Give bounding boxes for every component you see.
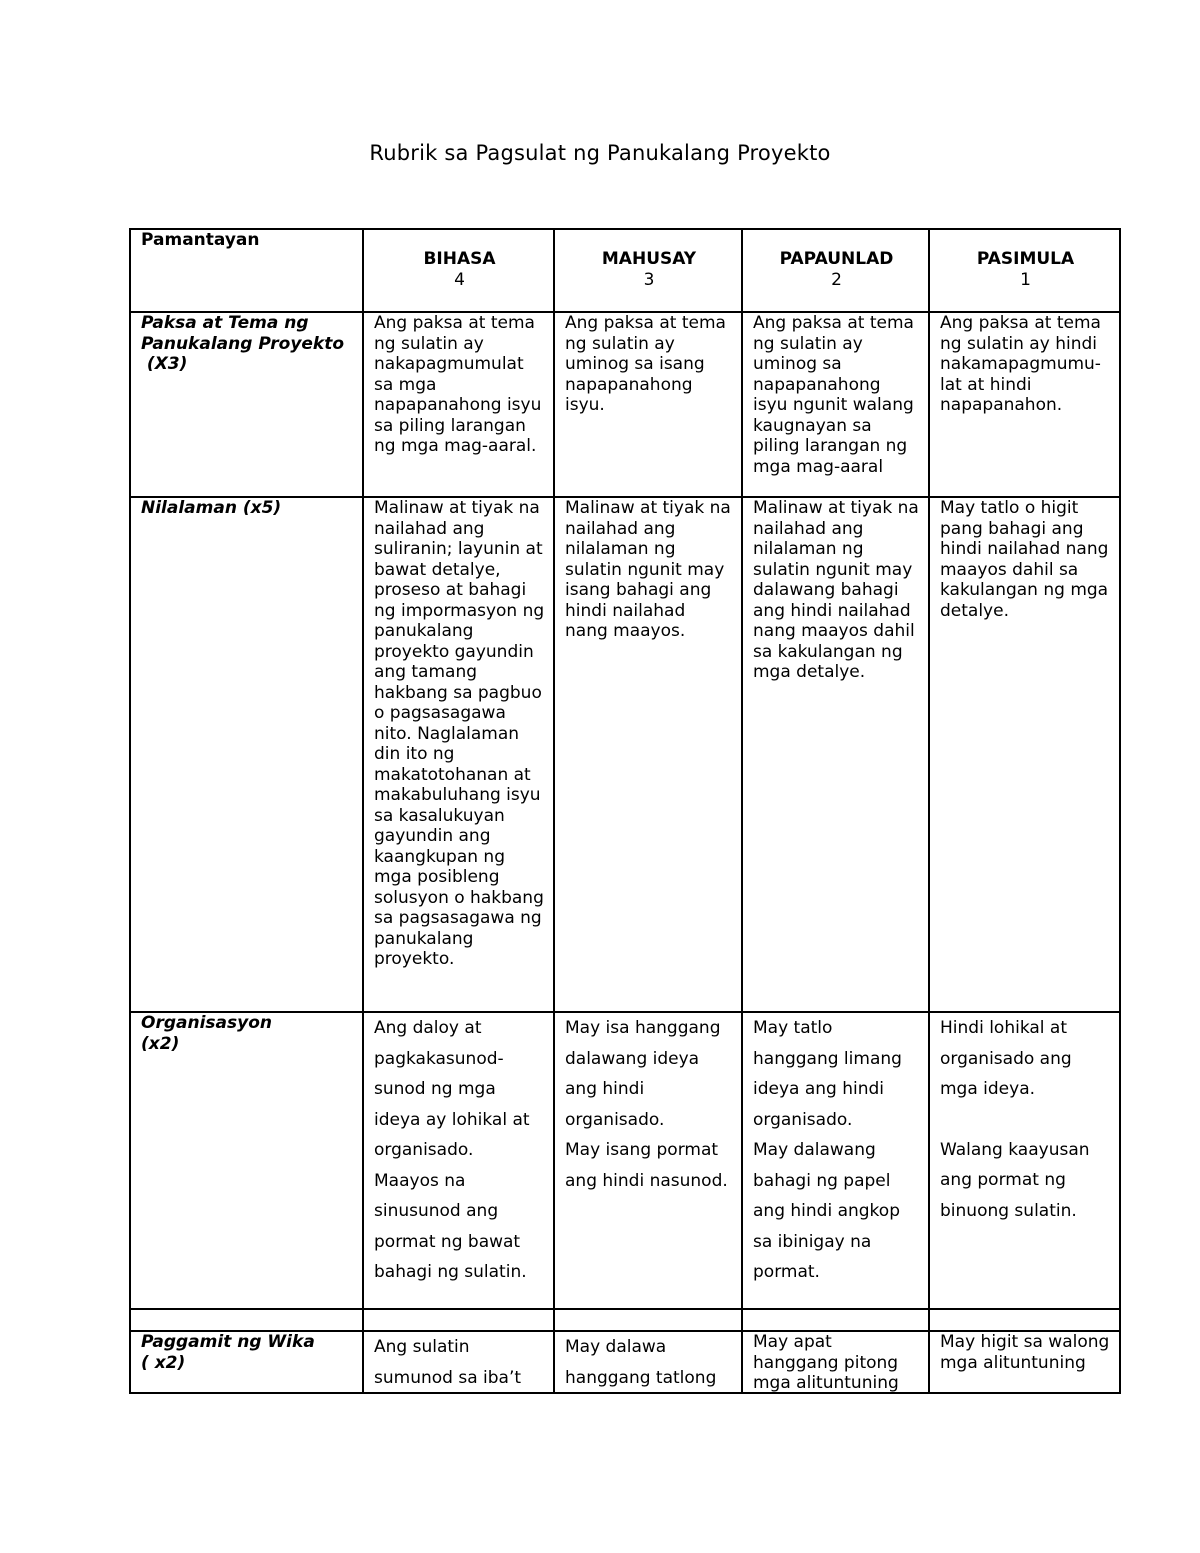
- rubric-table: [129, 228, 1121, 1394]
- criterion-label: Paggamit ng Wika: [141, 1332, 315, 1352]
- criteria-header-label: Pamantayan: [141, 230, 260, 250]
- descriptor-cell: [929, 1331, 1120, 1393]
- level-score: 2: [831, 269, 842, 290]
- descriptor-cell: [742, 1331, 929, 1393]
- descriptor-cell: [929, 1012, 1120, 1309]
- empty-cell: [929, 1309, 1120, 1331]
- criterion-cell: [130, 1012, 363, 1309]
- level-score: 1: [1020, 269, 1031, 290]
- document-title: Rubrik sa Pagsulat ng Panukalang Proyekto: [369, 141, 831, 165]
- level-name: BIHASA: [423, 249, 496, 269]
- descriptor-cell: [742, 1012, 929, 1309]
- descriptor-text: Ang paksa at tema ng sulatin ay uminog sa napapanahong isyu ngunit walang kaugnayan sa piling larangan ng mga mag-aaral: [753, 313, 914, 477]
- empty-row: [130, 1309, 1120, 1331]
- descriptor-text: May higit sa walong mga alituntuning: [940, 1332, 1110, 1373]
- criterion-cell: [130, 312, 363, 497]
- empty-cell: [363, 1309, 554, 1331]
- descriptor-paragraph: Maayos na sinusunod ang pormat ng bawat bahagi ng sulatin.: [374, 1170, 527, 1282]
- descriptor-cell: Malinaw at tiyak na nailahad ang nilalaman ng sulatin ngunit may isang bahagi ang hindi nailahad nang maayos.: [554, 497, 742, 1012]
- level-name: PAPAUNLAD: [779, 249, 894, 269]
- descriptor-paragraph: Hindi lohikal at organisado ang mga ideya.: [940, 1018, 1072, 1099]
- criteria-header-cell: [130, 229, 363, 312]
- criterion-label: Organisasyon: [141, 1013, 272, 1033]
- descriptor-paragraph: May isang pormat ang hindi nasunod.: [565, 1140, 728, 1191]
- criterion-weight: ( x2): [141, 1352, 186, 1373]
- criterion-cell: [130, 1331, 363, 1393]
- criterion-weight: (x2): [141, 1033, 180, 1054]
- level-header-pasimula: [929, 229, 1120, 312]
- descriptor-cell: [363, 1331, 554, 1393]
- descriptor-cell: Malinaw at tiyak na nailahad ang nilalaman ng sulatin ngunit may dalawang bahagi ang hindi nailahad nang maayos dahil sa kakulangan ng mga detalye.: [742, 497, 929, 1012]
- descriptor-paragraph: Ang daloy at pagkakasunod-sunod ng mga ideya ay lohikal at organisado.: [374, 1018, 530, 1160]
- descriptor-cell: May tatlo o higit pang bahagi ang hindi nailahad nang maayos dahil sa kakulangan ng mga detalye.: [929, 497, 1120, 1012]
- level-header-mahusay: [554, 229, 742, 312]
- rubric-row-paksa: [130, 312, 1120, 497]
- descriptor-cell: Ang paksa at tema ng sulatin ay hindi nakamapagmumu-lat at hindi napapanahon.: [929, 312, 1120, 497]
- descriptor-cell: Malinaw at tiyak na nailahad ang suliranin; layunin at bawat detalye, proseso at bahagi ng impormasyon ng panukalang proyekto gayundin ang tamang hakbang sa pagbuo o pagsasagawa nito. Naglalaman din ito ng makatotohanan at makabuluhang isyu sa kasalukuyan gayundin ang kaangkupan ng mga posibleng solusyon o hakbang sa pagsasagawa ng panukalang proyekto.: [363, 497, 554, 1012]
- level-name: PASIMULA: [976, 249, 1075, 269]
- criterion-cell: [130, 497, 363, 1012]
- rubric-row-organisasyon: [130, 1012, 1120, 1309]
- level-score: 4: [454, 269, 465, 290]
- descriptor-text: May dalawa hanggang tatlong: [565, 1337, 717, 1388]
- descriptor-text: Ang sulatin sumunod sa iba’t: [374, 1337, 522, 1388]
- descriptor-cell: [554, 1012, 742, 1309]
- empty-cell: [742, 1309, 929, 1331]
- descriptor-paragraph: Walang kaayusan ang pormat ng binuong sulatin.: [940, 1139, 1090, 1221]
- descriptor-paragraph: May tatlo hanggang limang ideya ang hindi organisado.: [753, 1018, 902, 1130]
- criterion-weight: (X3): [141, 354, 188, 374]
- descriptor-text: May apat hanggang pitong mga alituntuning: [753, 1332, 899, 1392]
- level-score: 3: [643, 269, 655, 290]
- level-header-bihasa: [363, 229, 554, 312]
- header-row: [130, 229, 1120, 312]
- criterion-label: Nilalaman (x5): [141, 498, 282, 518]
- level-name: MAHUSAY: [601, 249, 697, 269]
- descriptor-cell: [363, 1012, 554, 1309]
- descriptor-cell: Ang paksa at tema ng sulatin ay uminog sa isang napapanahong isyu.: [554, 312, 742, 497]
- empty-cell: [554, 1309, 742, 1331]
- paragraph-gap: [940, 1105, 1111, 1135]
- rubric-row-nilalaman: [130, 497, 1120, 1012]
- rubric-row-wika: [130, 1331, 1120, 1393]
- level-header-papaunlad: [742, 229, 929, 312]
- criterion-label: Paksa at Tema ng Panukalang Proyekto: [141, 313, 345, 354]
- empty-cell: [130, 1309, 363, 1331]
- descriptor-cell: [742, 312, 929, 497]
- descriptor-paragraph: May dalawang bahagi ng papel ang hindi angkop sa ibinigay na pormat.: [753, 1140, 900, 1282]
- descriptor-cell: [554, 1331, 742, 1393]
- descriptor-cell: Ang paksa at tema ng sulatin ay nakapagmumulat sa mga napapanahong isyu sa piling larangan ng mga mag-aaral.: [363, 312, 554, 497]
- descriptor-paragraph: May isa hanggang dalawang ideya ang hindi organisado.: [565, 1018, 721, 1130]
